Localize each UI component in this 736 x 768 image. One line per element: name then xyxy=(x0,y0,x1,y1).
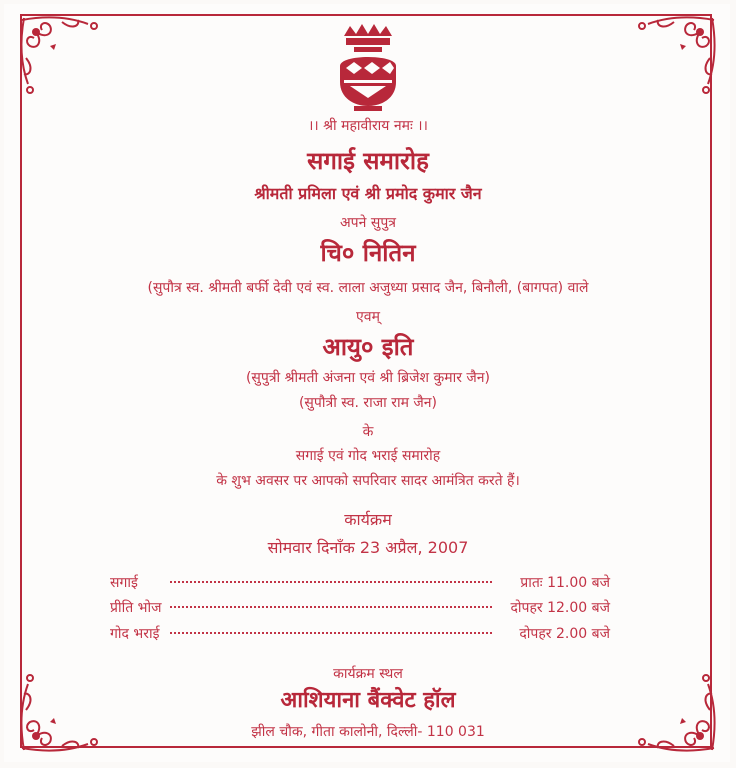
schedule-event: प्रीति भोज xyxy=(110,600,162,616)
dotted-leader xyxy=(170,632,492,634)
schedule-time: दोपहर 12.00 बजे xyxy=(510,600,610,616)
occasion: सगाई एवं गोद भराई समारोह xyxy=(295,448,441,464)
bride-parents: (सुपुत्री श्रीमती अंजना एवं श्री ब्रिजेश कुमार जैन) xyxy=(245,370,491,386)
venue-label: कार्यक्रम स्थल xyxy=(333,666,403,682)
venue-name: आशियाना बैंक्वेट हॉल xyxy=(280,688,456,713)
groom-lineage: (सुपौत्र स्व. श्रीमती बर्फी देवी एवं स्व. लाला अजुध्या प्रसाद जैन, बिनौली, (बागपत) वाले xyxy=(147,280,589,296)
schedule-event: सगाई xyxy=(110,575,138,591)
schedule-row xyxy=(110,573,610,593)
schedule-time: प्रातः 11.00 बजे xyxy=(520,575,610,591)
invocation: ।। श्री महावीराय नमः ।। xyxy=(308,118,428,134)
kalash-icon xyxy=(320,22,416,114)
groom-name: चि० नितिन xyxy=(320,239,416,267)
ke: के xyxy=(362,424,374,440)
invitation-text: के शुभ अवसर पर आपको सपरिवार सादर आमंत्रित करते हैं। xyxy=(216,473,520,489)
bride-name: आयु० इति xyxy=(322,333,414,361)
event-date: सोमवार दिनाँक 23 अप्रैल, 2007 xyxy=(267,538,469,557)
dotted-leader xyxy=(170,606,492,608)
schedule-row xyxy=(110,624,610,644)
programme-label: कार्यक्रम xyxy=(344,510,392,529)
corner-ornament-icon xyxy=(626,10,722,106)
schedule-time: दोपहर 2.00 बजे xyxy=(519,626,610,642)
conjunction: एवम् xyxy=(356,309,380,325)
bride-grandparents: (सुपौत्री स्व. राजा राम जैन) xyxy=(298,395,438,411)
son-label: अपने सुपुत्र xyxy=(339,215,396,231)
schedule-event: गोद भराई xyxy=(110,626,160,642)
dotted-leader xyxy=(170,581,492,583)
corner-ornament-icon xyxy=(14,10,110,106)
page-title: सगाई समारोह xyxy=(307,147,429,175)
hosts: श्रीमती प्रमिला एवं श्री प्रमोद कुमार जैन xyxy=(254,184,482,203)
schedule-row xyxy=(110,598,610,618)
venue-address: झील चौक, गीता कालोनी, दिल्ली- 110 031 xyxy=(251,724,485,740)
